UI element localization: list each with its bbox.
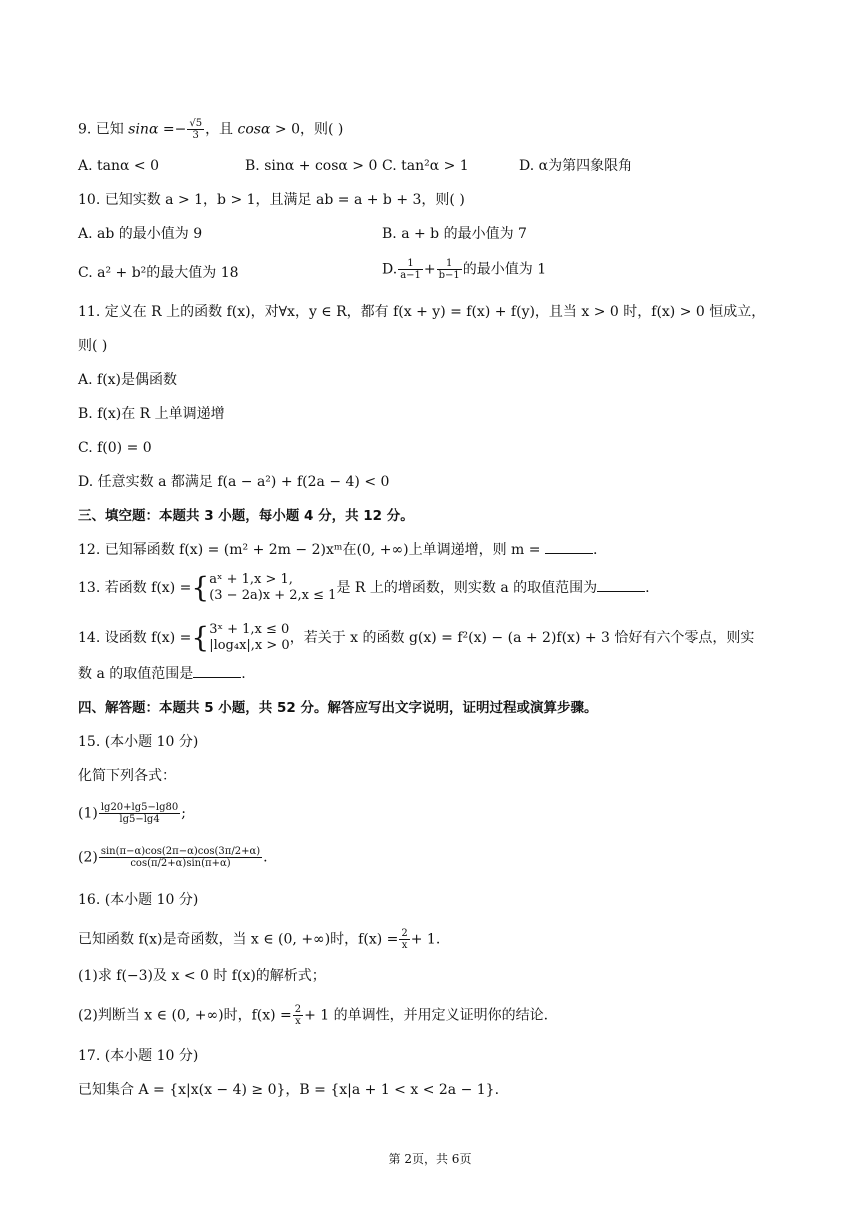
q12-answer-blank [545,541,593,554]
q10-option-b: B. a + b 的最小值为 7 [382,226,527,242]
q14-answer-blank [193,665,241,678]
section-solutions-title: 四、解答题：本题共 5 小题，共 52 分。解答应写出文字说明，证明过程或演算步骤。 [78,700,598,716]
q11-stem-line2: 则( ) [78,338,108,354]
q14-stem-line1: 14. 设函数 f(x) ={ 3ˣ + 1,x ≤ 0 |log₄x|,x > 0 ，若关于 x 的函数 g(x) = f²(x) − (a + 2)f(x) + 3 恰好有六个零点，则实 [78,621,755,654]
q16-part2: (2)判断当 x ∈ (0, +∞)时，f(x) = $\frac{2}{x}$ + 1 的单调性，并用定义证明你的结论. [78,1004,549,1027]
q15-part1: (1) $\frac{\lg 20+\lg 5-\lg 80}{\lg 5-\lg 4}$ ; [78,802,186,825]
q13-answer-blank [597,579,645,592]
q10-option-a: A. ab 的最小值为 9 [78,226,203,242]
q16-given: 已知函数 f(x)是奇函数，当 x ∈ (0, +∞)时，f(x) = $\frac{2}{x}$ + 1. [78,928,441,951]
q16-part1: (1)求 f(−3)及 x < 0 时 f(x)的解析式； [78,968,326,984]
q15-intro: 化简下列各式： [78,768,176,784]
q11-option-d: D. 任意实数 a 都满足 f(a − a²) + f(2a − 4) < 0 [78,474,390,490]
q10-stem: 10. 已知实数 a > 1，b > 1，且满足 ab = a + b + 3，则( ) [78,192,465,208]
q16-heading: 16. (本小题 10 分) [78,892,199,908]
q15-part2: (2) $\frac{\sin(\pi-\alpha)\cos(2\pi-\alpha)\cos(3\pi/2+\alpha)}{\cos(\pi/2+\alpha)\sin(\pi+\alpha)}$ . [78,846,268,869]
q17-given: 已知集合 A = {x|x(x − 4) ≥ 0}，B = {x|a + 1 < x < 2a − 1}. [78,1082,500,1098]
q14-stem-line2: 数 a 的取值范围是 . [78,666,246,682]
q9-option-d: D. α为第四象限角 [519,158,633,174]
q11-option-c: C. f(0) = 0 [78,440,152,456]
q11-option-a: A. f(x)是偶函数 [78,372,178,388]
page-number-footer: 第 2页，共 6页 [388,1152,472,1166]
q15-heading: 15. (本小题 10 分) [78,734,199,750]
q12-stem: 12. 已知幂函数 f(x) = (m² + 2m − 2)xᵐ在(0, +∞)上单调递增，则 m = . [78,542,598,558]
q10-option-d: D. $\frac{1}{a-1}$ + $\frac{1}{b-1}$ 的最小值为 1 [382,258,547,281]
q9-option-a: A. tanα < 0 [78,158,159,174]
q10-option-c: C. a² + b²的最大值为 18 [78,265,239,281]
q13-stem: 13. 若函数 f(x) ={ aˣ + 1,x > 1, (3 − 2a)x + 2,x ≤ 1 是 R 上的增函数，则实数 a 的取值范围为 . [78,571,650,604]
q9-option-c: C. tan²α > 1 [382,158,469,174]
q9-fraction: $\frac{√5}{3}$ [189,118,203,141]
q11-option-b: B. f(x)在 R 上单调递增 [78,406,225,422]
q9-stem: 9. 已知 sinα =− $\frac{√5}{3}$ ，且 cosα > 0，则( ) [78,118,344,141]
q9-option-b: B. sinα + cosα > 0 [245,158,378,174]
q17-heading: 17. (本小题 10 分) [78,1048,199,1064]
q11-stem-line1: 11. 定义在 R 上的函数 f(x)，对∀x，y ∈ R，都有 f(x + y) = f(x) + f(y)，且当 x > 0 时，f(x) > 0 恒成立， [78,304,766,320]
section-fill-in-title: 三、填空题：本题共 3 小题，每小题 4 分，共 12 分。 [78,508,414,524]
